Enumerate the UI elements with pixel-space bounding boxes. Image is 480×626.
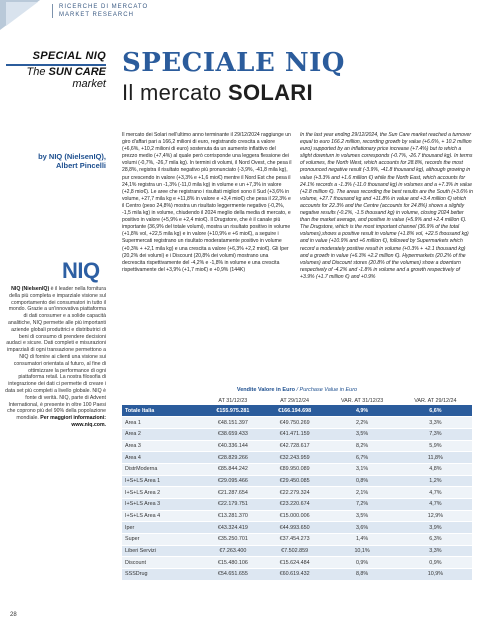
table-cell: €41.471.159 xyxy=(264,428,326,440)
niq-description xyxy=(4,286,106,429)
table-header-cell: AT 29/12/24 xyxy=(280,397,310,404)
table-row-label: Discount xyxy=(122,557,202,569)
corner-fold-decoration xyxy=(0,0,40,30)
section-header-it: RICERCHE DI MERCATO xyxy=(59,4,149,10)
body-text-italian: Il mercato dei Solari nell'ultimo anno terminante il 29/12/2024 raggiunge un giro d'affari pari a 166,2 milioni di euro, registrando crescita a valore (+6,6%, +10,2 milioni di euro) sostenuta da un aumento inflattivo del prezzo medio (+7,4%) al quale però corrisponde una leggera flessione dei volumi (-0,7%, -26,7 mila kg). In termini di volumi, il Nord Ovest, che pesa il 28,8%, registra il risultato negativo più pronunciato (-3,9%, -41,8 mila kg), pur crescendo in valore (+3,3% e +1,6 mio€) mentre il Nord Est che pesa il 24,1% registra un -1,3% (-11,0 mila kg) in volume e un +7,3% in valore (+2,8 mio€). Le aree che registrano i risultati migliori sono il Sud (+3,6% in volume, +27,7 mila kg e +11,8% in valore e +3,4 mio€) che pesa il 22,3% e il Centro (peso 24,8%) mostra un risultato leggermente negativo (-0,2%, -1,5 mila kg) in volume, chiudendo il 2024 meglio della media di mercato, e positivo in valore (+5,9% e +2,4 mio€). Il Drugstore, che è il canale più importante (36,9% del totale volumi), mostra un risultato positivo in volume (+1,8% vol, +22,5 mila kg) e in valore (+10,9% e +6 mio€), a seguire i Supermercati registrano un risultato moderatamente positivo in volume (+0,3% + +2,1 mila kg) e una crescita a valore (+6,3% +2,2 mio€). Gli Iper (20,2% dei volumi) e i Discount (20,8% dei volumi) mostrano una decrescita rispettivamente del -4,2% e -1,8% in volume e una crescita rispettivamente del +3,9% (+1,7 mio€) e +0,9% (144K) xyxy=(122,132,292,273)
table-cell: 4,8% xyxy=(399,463,472,475)
niq-desc-body: è il leader nella fornitura della più completa e imparziale visione sul comportamento dei consumatori in tutto il mondo. Grazie a un'innovativa piattaforma di dati consumer e a solide capacità analitiche, NIQ permette alle più importanti aziende globali produttrici e distributrici di beni di consumo di prendere decisioni audaci e sicure. Dati completi e misurazioni imparziali di ogni transazione permettono a NIQ di fornire ai clienti una visione sui consumatori orientata al futuro, al fine di ottimizzare la performance di ogni piattaforma retail. La nostra filosofia di integrazione dei dati ci permette di creare i data set più completi a livello globale. NIQ è fonte di verità. NIQ, parte di Advent International, è presente in oltre 100 Paesi che coprono più del 90% della popolazione mondiale. xyxy=(5,286,106,422)
table-header-cell: VAR. AT 31/12/23 xyxy=(340,397,384,404)
byline xyxy=(0,152,106,170)
table-cell: €42.728.617 xyxy=(264,440,326,452)
table-cell: 0,9% xyxy=(399,557,472,569)
table-header-cell xyxy=(122,396,202,405)
table-row-label: Area 3 xyxy=(122,440,202,452)
table-cell: €15.624.484 xyxy=(264,557,326,569)
table-row xyxy=(122,463,472,475)
table-cell: €15.000.006 xyxy=(264,510,326,522)
special-market: market xyxy=(72,78,106,90)
table-cell: €60.619.432 xyxy=(264,569,326,581)
table-cell: 3,6% xyxy=(325,522,398,534)
table-cell: 6,3% xyxy=(399,534,472,546)
table-cell: €54.651.655 xyxy=(202,569,264,581)
table-cell: 8,8% xyxy=(325,569,398,581)
table-cell: €29.095.466 xyxy=(202,475,264,487)
table-cell: €13.281.370 xyxy=(202,510,264,522)
page-title: SPECIALE NIQ xyxy=(122,48,345,78)
table-row-label: Area 2 xyxy=(122,428,202,440)
table-row-label: Area 1 xyxy=(122,417,202,429)
table-row xyxy=(122,487,472,499)
table-cell: 1,4% xyxy=(325,534,398,546)
table-cell: 7,2% xyxy=(325,499,398,511)
table-cell: €43.324.419 xyxy=(202,522,264,534)
table-cell: 5,9% xyxy=(399,440,472,452)
table-cell: 7,3% xyxy=(399,428,472,440)
table-cell: 3,1% xyxy=(325,463,398,475)
table-cell: €23.220.674 xyxy=(264,499,326,511)
table-header-cell: AT 31/12/23 xyxy=(218,397,248,404)
table-cell: 1,2% xyxy=(399,475,472,487)
special-label: SPECIAL NIQ xyxy=(32,50,106,62)
table-row xyxy=(122,440,472,452)
table-cell: €7.502.859 xyxy=(264,545,326,557)
table-cell: 6,7% xyxy=(325,452,398,464)
table-cell: €22.179.751 xyxy=(202,499,264,511)
table-cell: €15.480.106 xyxy=(202,557,264,569)
table-cell: 2,2% xyxy=(325,417,398,429)
table-cell: 12,9% xyxy=(399,510,472,522)
table-cell: €155.975.281 xyxy=(202,405,264,417)
table-cell: 4,9% xyxy=(325,405,398,417)
table-cell: €85.844.242 xyxy=(202,463,264,475)
table-row-label: I+S+LS Area 1 xyxy=(122,475,202,487)
table-cell: 0,9% xyxy=(325,557,398,569)
table-cell: €44.993.650 xyxy=(264,522,326,534)
table-row-label: I+S+LS Area 2 xyxy=(122,487,202,499)
table-cell: 8,2% xyxy=(325,440,398,452)
table-row xyxy=(122,475,472,487)
table-header-row xyxy=(122,396,472,405)
table-cell: €29.450.085 xyxy=(264,475,326,487)
table-cell: €22.279.324 xyxy=(264,487,326,499)
table-body xyxy=(122,405,472,580)
table-row xyxy=(122,417,472,429)
niq-logo xyxy=(62,260,102,282)
table-row-label: SSSDrug xyxy=(122,569,202,581)
niq-desc-name: NIQ (NielsenIQ) xyxy=(11,286,50,292)
table-cell: 3,9% xyxy=(399,522,472,534)
byline-line1: by NIQ (NielsenIQ), xyxy=(38,152,106,161)
table-row xyxy=(122,534,472,546)
table-row-label: DistrModerna xyxy=(122,463,202,475)
table-cell: €37.454.273 xyxy=(264,534,326,546)
special-tag xyxy=(0,50,106,90)
page-subtitle-light: Il mercato xyxy=(122,80,228,105)
special-sun-care: SUN CARE xyxy=(48,66,106,78)
table-row xyxy=(122,569,472,581)
special-subtitle-line xyxy=(0,66,106,78)
table-cell: 3,5% xyxy=(325,428,398,440)
table-cell: €32.243.959 xyxy=(264,452,326,464)
table-cell: 10,9% xyxy=(399,569,472,581)
table-cell: 4,7% xyxy=(399,487,472,499)
table-cell: €166.194.698 xyxy=(264,405,326,417)
table-cell: €38.659.433 xyxy=(202,428,264,440)
table-cell: €28.829.266 xyxy=(202,452,264,464)
table-cell: €48.151.397 xyxy=(202,417,264,429)
table-row-label: Area 4 xyxy=(122,452,202,464)
page-subtitle-bold: SOLARI xyxy=(228,80,313,105)
section-header xyxy=(52,4,148,18)
table-row-label: Totale Italia xyxy=(122,405,202,417)
table-row xyxy=(122,522,472,534)
table-row xyxy=(122,545,472,557)
niq-desc-more-label: Per maggiori informazioni: xyxy=(40,415,106,422)
table-row xyxy=(122,499,472,511)
page-subtitle xyxy=(122,80,313,106)
table-cell: €35.250.701 xyxy=(202,534,264,546)
table-caption xyxy=(122,387,472,393)
table-cell: 3,5% xyxy=(325,510,398,522)
byline-line2: Albert Pincelli xyxy=(55,161,106,170)
page-number: 28 xyxy=(10,612,17,618)
sales-table xyxy=(122,396,472,581)
table-row-label: I+S+LS Area 3 xyxy=(122,499,202,511)
table-row xyxy=(122,452,472,464)
table-row xyxy=(122,510,472,522)
table-cell: 3,3% xyxy=(399,545,472,557)
table-header-cell: VAR. AT 29/12/24 xyxy=(414,397,457,404)
table-cell: €89.950.089 xyxy=(264,463,326,475)
niq-logo-text: NIQ xyxy=(62,258,100,283)
body-text-english: In the last year ending 29/12/2024, the Sun Care market reached a turnover equal to euro 166.2 million, recording growth by value (+6.6%, + 10.2 million euro) supported by an inflationary price increase (+7.4%) but to which a slight downturn in volumes corresponds (-0.7%, -26.7 thousand kg). In terms of volumes, the North West, which accounts for 28.8%, records the most pronounced negative result (-3.9%, -41.8 thousand kg), although growing in value (+3.3% and +1.6 million €) while the North East, which accounts for 24.1% records a -1.3% (-11.0 thousand kg) in volumes and a +7.3% in value (+2.8 million €). The areas recording the best results are the South (+3.6% in volume, +27.7 thousand kg and +11.8% in value and +3.4 million €) which accounts for 22.3% and the Centre (accounts for 24.8%) shows a slightly negative results (-0.2%, -1.5 thousand kg) in volume, closing 2024 better than the market average, and positive in value (+5.9% and +2.4 million €). The Drugstore, which is the most important channel (36.9% of the total volumes),shows a positive result in volume (+1.8% vol, +22.5 thousand kg) and in value (+10.9% and +6 million €), followed by Supermarkets which record a moderately positive result in volume (+0.3% + +2.1 thousand kg) and a growth in value (+6.3% +2.2 million €). Hypermarkets (20.2% of the volumes) and Discount stores (20.8% of the volumes) show a downturn respectively of -4.2% and -1.8% in volume and a growth respectively of +3.9% (+1.7 million €) and +0.9% xyxy=(300,132,473,280)
table-cell: 0,8% xyxy=(325,475,398,487)
section-header-en: MARKET RESEARCH xyxy=(59,12,134,18)
table-total-row xyxy=(122,405,472,417)
table-row xyxy=(122,428,472,440)
table-row xyxy=(122,557,472,569)
table-caption-it: Vendite Valore in Euro xyxy=(236,387,295,393)
table-caption-en: / Purchase Value in Euro xyxy=(294,387,358,393)
table-cell: €40.336.144 xyxy=(202,440,264,452)
table-cell: 11,8% xyxy=(399,452,472,464)
table-row-label: I+S+LS Area 4 xyxy=(122,510,202,522)
table-cell: 6,6% xyxy=(399,405,472,417)
table-row-label: Super xyxy=(122,534,202,546)
table-row-label: Iper xyxy=(122,522,202,534)
table-cell: 10,1% xyxy=(325,545,398,557)
table-cell: €49.750.269 xyxy=(264,417,326,429)
table-cell: €7.263.400 xyxy=(202,545,264,557)
table-cell: €21.287.654 xyxy=(202,487,264,499)
special-the: The xyxy=(26,66,46,78)
table-cell: 3,3% xyxy=(399,417,472,429)
table-row-label: Liberi Servizi xyxy=(122,545,202,557)
table-cell: 4,7% xyxy=(399,499,472,511)
niq-desc-site: www.niq.com. xyxy=(71,421,106,428)
table-cell: 2,1% xyxy=(325,487,398,499)
